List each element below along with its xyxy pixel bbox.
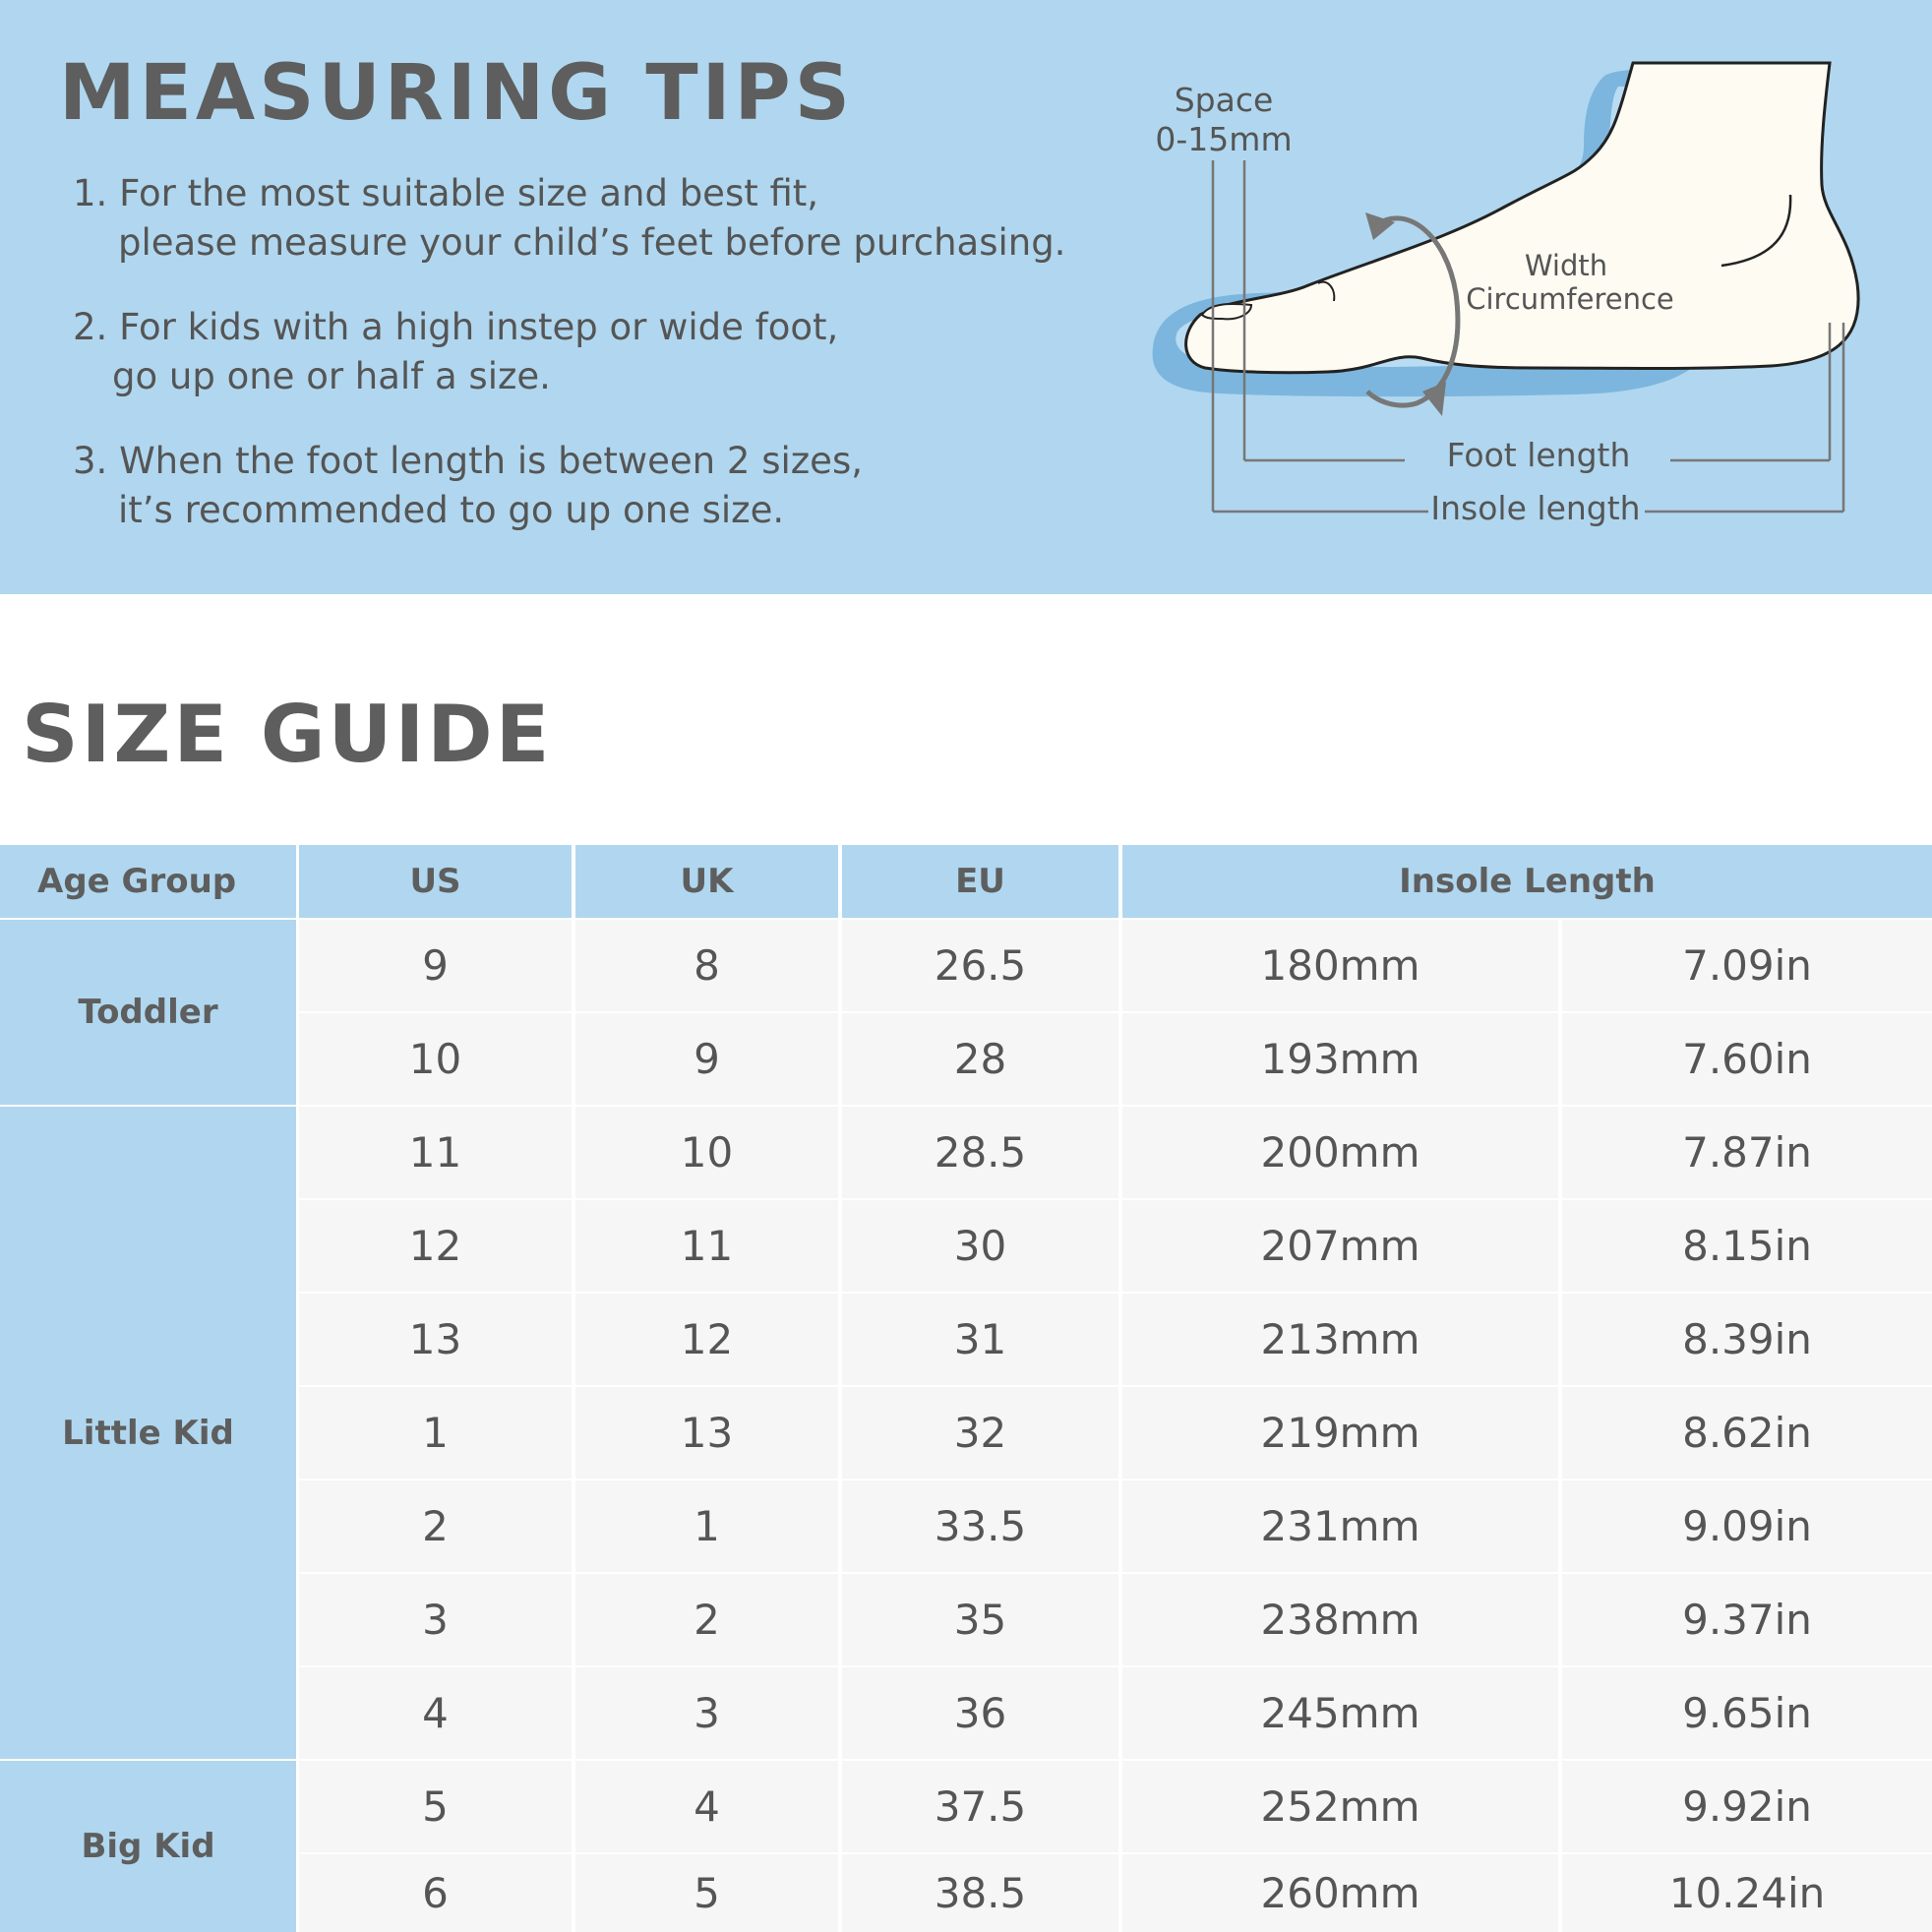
cell-mm-row-10: 252mm <box>1122 1761 1558 1852</box>
header-age-group: Age Group <box>0 845 296 918</box>
cell-eu-row-9: 36 <box>842 1667 1118 1759</box>
cell-inch-row-11: 10.24in <box>1562 1854 1932 1932</box>
cell-inch-row-3: 7.87in <box>1562 1107 1932 1198</box>
cell-inch-row-9: 9.65in <box>1562 1667 1932 1759</box>
cell-eu-row-3: 28.5 <box>842 1107 1118 1198</box>
cell-us-row-1: 9 <box>299 920 572 1011</box>
cell-mm-row-5: 213mm <box>1122 1294 1558 1385</box>
cell-inch-row-4: 8.15in <box>1562 1200 1932 1292</box>
header-us: US <box>299 845 572 918</box>
tip-2-line-2: go up one or half a size. <box>112 355 551 397</box>
cell-eu-row-8: 35 <box>842 1574 1118 1665</box>
age-group-little-kid: Little Kid <box>0 1107 296 1759</box>
cell-uk-row-7: 1 <box>575 1480 838 1572</box>
tip-3 <box>73 437 863 535</box>
cell-uk-row-4: 11 <box>575 1200 838 1292</box>
cell-us-row-8: 3 <box>299 1574 572 1665</box>
tip-1-line-1: 1. For the most suitable size and best fit, <box>73 172 819 214</box>
tip-3-line-2: it’s recommended to go up one size. <box>118 489 785 531</box>
cell-inch-row-6: 8.62in <box>1562 1387 1932 1479</box>
cell-us-row-9: 4 <box>299 1667 572 1759</box>
cell-eu-row-6: 32 <box>842 1387 1118 1479</box>
cell-uk-row-1: 8 <box>575 920 838 1011</box>
cell-mm-row-4: 207mm <box>1122 1200 1558 1292</box>
cell-eu-row-7: 33.5 <box>842 1480 1118 1572</box>
tip-1-line-2: please measure your child’s feet before purchasing. <box>118 221 1066 264</box>
cell-us-row-11: 6 <box>299 1854 572 1932</box>
cell-us-row-3: 11 <box>299 1107 572 1198</box>
measuring-tips-title: MEASURING TIPS <box>59 49 854 138</box>
cell-eu-row-2: 28 <box>842 1013 1118 1105</box>
foot-measurement-diagram <box>1151 57 1899 529</box>
space-label: Space <box>1174 81 1274 119</box>
foot-length-label: Foot length <box>1446 436 1631 474</box>
cell-eu-row-10: 37.5 <box>842 1761 1118 1852</box>
cell-uk-row-11: 5 <box>575 1854 838 1932</box>
cell-eu-row-5: 31 <box>842 1294 1118 1385</box>
cell-inch-row-5: 8.39in <box>1562 1294 1932 1385</box>
insole-length-label: Insole length <box>1430 489 1641 527</box>
space-range-label: 0-15mm <box>1155 120 1293 158</box>
cell-mm-row-9: 245mm <box>1122 1667 1558 1759</box>
cell-mm-row-8: 238mm <box>1122 1574 1558 1665</box>
cell-mm-row-2: 193mm <box>1122 1013 1558 1105</box>
cell-us-row-4: 12 <box>299 1200 572 1292</box>
cell-mm-row-7: 231mm <box>1122 1480 1558 1572</box>
cell-inch-row-2: 7.60in <box>1562 1013 1932 1105</box>
width-label: Width <box>1524 249 1608 282</box>
foot-shape <box>1186 63 1859 373</box>
tip-3-line-1: 3. When the foot length is between 2 sizes, <box>73 440 863 482</box>
cell-mm-row-1: 180mm <box>1122 920 1558 1011</box>
age-group-toddler: Toddler <box>0 920 296 1105</box>
cell-uk-row-5: 12 <box>575 1294 838 1385</box>
cell-mm-row-3: 200mm <box>1122 1107 1558 1198</box>
cell-mm-row-11: 260mm <box>1122 1854 1558 1932</box>
size-guide-title: SIZE GUIDE <box>22 689 553 780</box>
cell-uk-row-8: 2 <box>575 1574 838 1665</box>
tip-2 <box>73 303 838 401</box>
cell-us-row-2: 10 <box>299 1013 572 1105</box>
cell-uk-row-9: 3 <box>575 1667 838 1759</box>
cell-us-row-6: 1 <box>299 1387 572 1479</box>
circumference-label: Circumference <box>1466 282 1674 316</box>
cell-inch-row-10: 9.92in <box>1562 1761 1932 1852</box>
age-group-big-kid: Big Kid <box>0 1761 296 1932</box>
cell-eu-row-4: 30 <box>842 1200 1118 1292</box>
tip-1 <box>73 169 1065 268</box>
header-insole-length: Insole Length <box>1122 845 1932 918</box>
cell-eu-row-1: 26.5 <box>842 920 1118 1011</box>
cell-uk-row-10: 4 <box>575 1761 838 1852</box>
cell-us-row-10: 5 <box>299 1761 572 1852</box>
cell-mm-row-6: 219mm <box>1122 1387 1558 1479</box>
tip-2-line-1: 2. For kids with a high instep or wide foot, <box>73 306 839 348</box>
cell-us-row-5: 13 <box>299 1294 572 1385</box>
header-eu: EU <box>842 845 1118 918</box>
cell-uk-row-6: 13 <box>575 1387 838 1479</box>
cell-us-row-7: 2 <box>299 1480 572 1572</box>
cell-uk-row-2: 9 <box>575 1013 838 1105</box>
cell-inch-row-1: 7.09in <box>1562 920 1932 1011</box>
cell-inch-row-7: 9.09in <box>1562 1480 1932 1572</box>
cell-inch-row-8: 9.37in <box>1562 1574 1932 1665</box>
measuring-tips-panel <box>0 0 1932 594</box>
cell-uk-row-3: 10 <box>575 1107 838 1198</box>
header-uk: UK <box>575 845 838 918</box>
cell-eu-row-11: 38.5 <box>842 1854 1118 1932</box>
